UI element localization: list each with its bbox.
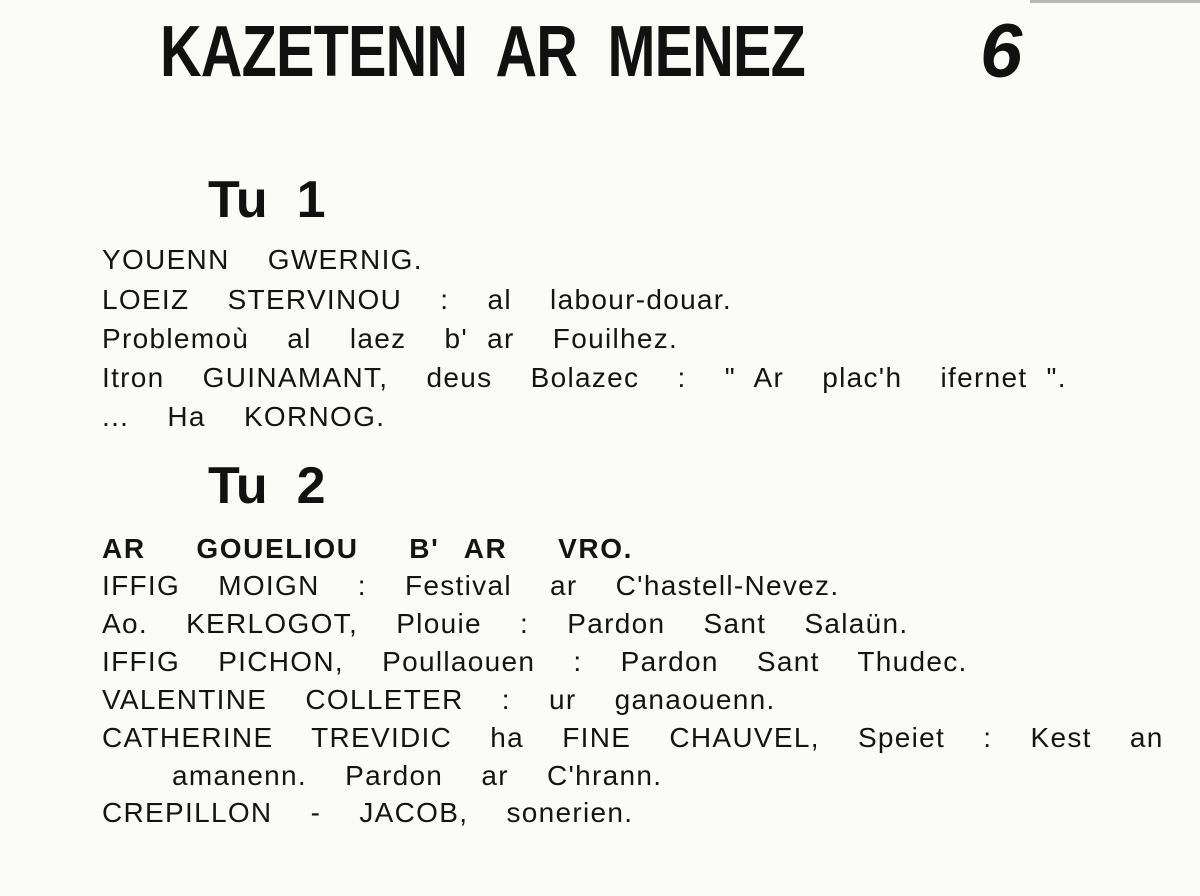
contents-line: VALENTINE COLLETER : ur ganaouenn.	[102, 684, 776, 715]
section-heading-side-1: Tu 1	[208, 171, 326, 229]
contents-line: Itron GUINAMANT, deus Bolazec : " Ar plac'h ifernet ".	[102, 362, 1067, 393]
scan-edge-rule	[1030, 0, 1200, 3]
page-title: KAZETENN AR MENEZ	[160, 12, 806, 92]
contents-line: CREPILLON - JACOB, sonerien.	[102, 797, 634, 828]
contents-line: IFFIG PICHON, Poullaouen : Pardon Sant Thudec.	[102, 646, 968, 677]
masthead	[160, 8, 1100, 98]
contents-line: IFFIG MOIGN : Festival ar C'hastell-Nevez.	[102, 570, 840, 601]
contents-line: YOUENN GWERNIG.	[102, 244, 423, 275]
contents-line: Ao. KERLOGOT, Plouie : Pardon Sant Salaün.	[102, 608, 909, 639]
contents-line-continuation: amanenn. Pardon ar C'hrann.	[172, 760, 663, 791]
contents-line: ... Ha KORNOG.	[102, 401, 386, 432]
contents-line: CATHERINE TREVIDIC ha FINE CHAUVEL, Speiet : Kest an	[102, 722, 1164, 753]
contents-line: LOEIZ STERVINOU : al labour-douar.	[102, 284, 732, 315]
contents-subheading: AR GOUELIOU B' AR VRO.	[102, 533, 633, 564]
issue-number: 6	[980, 9, 1023, 94]
section-heading-side-2: Tu 2	[208, 457, 326, 515]
contents-line: Problemoù al laez b' ar Fouilhez.	[102, 323, 679, 354]
